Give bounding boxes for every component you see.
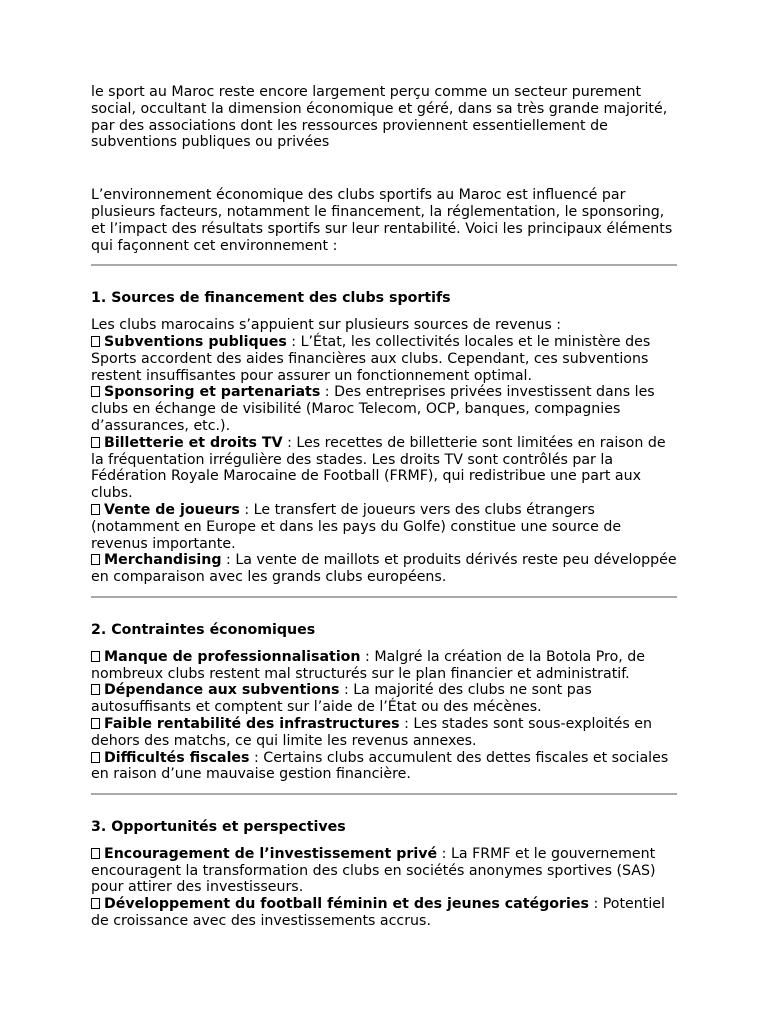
missing-glyph-icon [91,504,100,515]
missing-glyph-icon [91,684,100,695]
horizontal-rule [91,264,677,266]
missing-glyph-icon [91,752,100,763]
item-text: : Le transfert de joueurs vers des clubs étrangers (notamment en Europe et dans les pays du Golfe) constitue une source de revenus importante. [91,501,622,552]
list-item [91,552,677,586]
item-text: : Les stades sont sous-exploités en dehors des matchs, ce qui limite les revenus annexes. [91,715,653,749]
item-label: Billetterie et droits TV [104,434,283,451]
item-text: : Malgré la création de la Botola Pro, de nombreux clubs restent mal structurés sur le plan financier et administratif. [91,648,646,682]
item-text: : Les recettes de billetterie sont limitées en raison de la fréquentation irrégulière des stades. Les droits TV sont contrôlés par la Fédération Royale Marocaine de Football (FRMF), qui redistribue une part aux clubs. [91,434,666,502]
missing-glyph-icon [91,336,100,347]
item-label: Sponsoring et partenariats [104,384,321,401]
item-label: Merchandising [104,552,222,569]
list-item [91,716,677,750]
item-label: Dépendance aux subventions [104,682,340,699]
section-financement [91,290,677,586]
item-label: Vente de joueurs [104,501,240,518]
list-item [91,435,677,502]
item-label: Manque de professionnalisation [104,648,361,665]
horizontal-rule [91,793,677,795]
section-lead: Les clubs marocains s’appuient sur plusieurs sources de revenus : [91,317,562,334]
item-text: : L’État, les collectivités locales et le ministère des Sports accordent des aides financières aux clubs. Cependant, ces subventions restent insuffisantes pour assurer un fonctionnement optimal. [91,333,651,384]
missing-glyph-icon [91,718,100,729]
item-label: Faible rentabilité des infrastructures [104,715,400,732]
list-item [91,384,677,434]
missing-glyph-icon [91,848,100,859]
missing-glyph-icon [91,898,100,909]
section-title: 1. Sources de financement des clubs sportifs [91,290,451,307]
list-item [91,896,677,930]
item-text: : Certains clubs accumulent des dettes fiscales et sociales en raison d’une mauvaise gestion financière. [91,749,669,783]
item-label: Développement du football féminin et des jeunes catégories [104,896,589,913]
list-item [91,750,677,784]
list-item [91,649,677,683]
list-item [91,846,677,896]
horizontal-rule [91,596,677,598]
section-title: 2. Contraintes économiques [91,621,316,638]
item-text: : La majorité des clubs ne sont pas autosuffisants et comptent sur l’aide de l’État ou des mécènes. [91,682,592,716]
item-label: Difficultés fiscales [104,749,250,766]
list-item [91,334,677,384]
item-text: : Potentiel de croissance avec des investissements accrus. [91,896,665,930]
item-label: Subventions publiques [104,333,287,350]
list-item [91,502,677,552]
missing-glyph-icon [91,386,100,397]
item-text: : La FRMF et le gouvernement encouragent la transformation des clubs en sociétés anonymes sportives (SAS) pour attirer des investisseurs. [91,845,656,896]
missing-glyph-icon [91,554,100,565]
environment-paragraph: L’environnement économique des clubs sportifs au Maroc est influencé par plusieurs facteurs, notamment le financement, la réglementation, le sponsoring, et l’impact des résultats sportifs sur leur rentabilité. Voici les principaux éléments qui façonnent cet environnement : [91,187,673,254]
document-body [91,84,677,930]
missing-glyph-icon [91,437,100,448]
list-item [91,682,677,716]
section-contraintes [91,622,677,783]
missing-glyph-icon [91,651,100,662]
section-title: 3. Opportunités et perspectives [91,819,346,836]
section-opportunites [91,819,677,930]
intro-paragraph: le sport au Maroc reste encore largement perçu comme un secteur purement social, occultant la dimension économique et géré, dans sa très grande majorité, par des associations dont les ressources proviennent essentiellement de subventions publiques ou privées [91,84,668,151]
item-label: Encouragement de l’investissement privé [104,845,438,862]
item-text: : Des entreprises privées investissent dans les clubs en échange de visibilité (Maroc Telecom, OCP, banques, compagnies d’assurances, etc.). [91,384,655,434]
item-text: : La vente de maillots et produits dérivés reste peu développée en comparaison avec les grands clubs européens. [91,552,677,586]
